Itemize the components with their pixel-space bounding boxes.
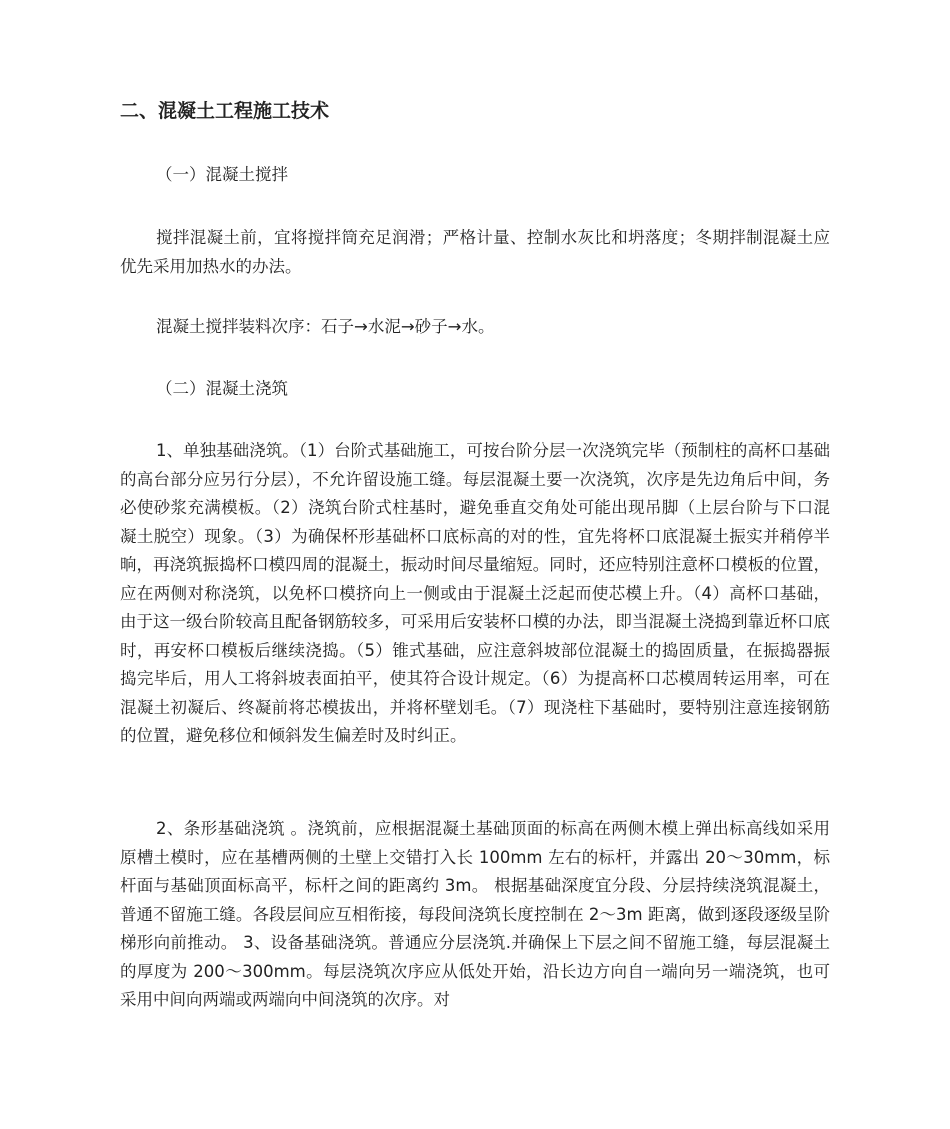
paragraph-loading-order: 混凝土搅拌装料次序：石子→水泥→砂子→水。: [156, 317, 495, 336]
paragraph-strip-foundation: 2、条形基础浇筑 。浇筑前，应根据混凝土基础顶面的标高在两侧木模上弹出标高线如采用原槽土模时，应在基槽两侧的土壁上交错打入长 100mm 左右的标杆，并露出 20～30mm，标杆面与基础顶面标高平，标杆之间的距离约 3m。 根据基础深度宜分段、分层持续浇筑混凝土，普通不留施工缝。各段层间应互相衔接，每段间浇筑长度控制在 2～3m 距离，做到逐段逐级呈阶梯形向前推动。 3、设备基础浇筑。普通应分层浇筑.并确保上下层之间不留施工缝，每层混凝土的厚度为 200～300mm。每层浇筑次序应从低处开始，沿长边方向自一端向另一端浇筑，也可采用中间向两端或两端向中间浇筑的次序。对: [120, 819, 830, 1009]
subsection-title-mixing: （一）混凝土搅拌: [156, 165, 288, 184]
subsection-title-pouring: （二）混凝土浇筑: [156, 379, 288, 398]
paragraph-independent-foundation: 1、单独基础浇筑。（1）台阶式基础施工，可按台阶分层一次浇筑完毕（预制柱的高杯口基础的高台部分应另行分层），不允许留设施工缝。每层混凝土要一次浇筑，次序是先边角后中间，务必使砂浆充满模板。（2）浇筑台阶式柱基时，避免垂直交角处可能出现吊脚（上层台阶与下口混凝土脱空）现象。（3）为确保杯形基础杯口底标高的对的性，宜先将杯口底混凝土振实并稍停半晌，再浇筑振捣杯口模四周的混凝土，振动时间尽量缩短。同时，还应特别注意杯口模板的位置，应在两侧对称浇筑，以免杯口模挤向上一侧或由于混凝土泛起而使芯模上升。（4）高杯口基础，由于这一级台阶较高且配备钢筋较多，可采用后安装杯口模的办法，即当混凝土浇捣到靠近杯口底时，再安杯口模板后继续浇捣。（5）锥式基础，应注意斜坡部位混凝土的捣固质量，在振捣器振捣完毕后，用人工将斜坡表面拍平，使其符合设计规定。（6）为提高杯口芯模周转运用率，可在混凝土初凝后、终凝前将芯模拔出，并将杯壁划毛。（7）现浇柱下基础时，要特别注意连接钢筋的位置，避免移位和倾斜发生偏差时及时纠正。: [120, 441, 830, 745]
section-heading: 二、混凝土工程施工技术: [120, 100, 330, 122]
paragraph-mixing-requirements: 搅拌混凝土前，宜将搅拌筒充足润滑；严格计量、控制水灰比和坍落度；冬期拌制混凝土应优先采用加热水的办法。: [120, 228, 830, 276]
